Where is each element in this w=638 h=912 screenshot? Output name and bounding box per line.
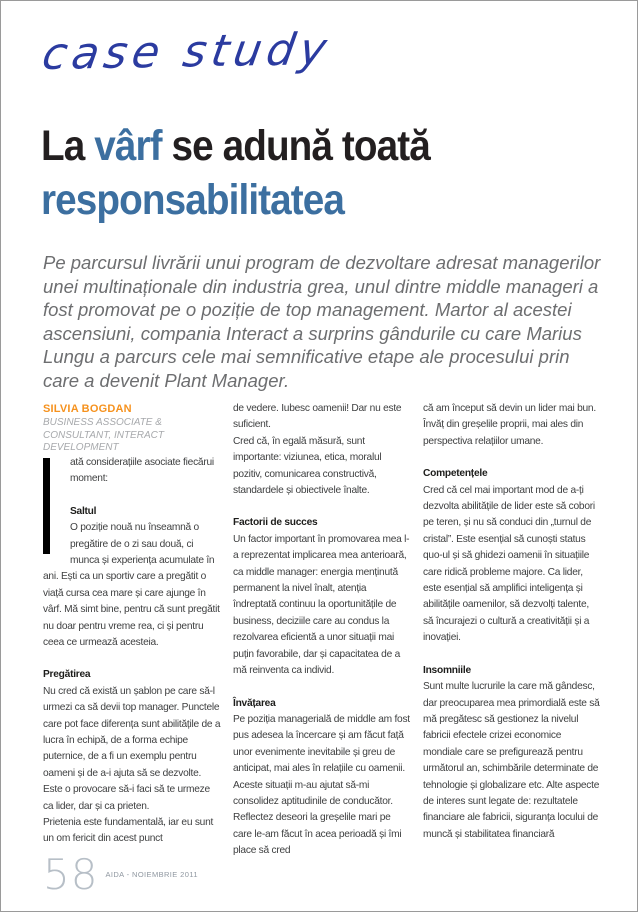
body-paragraph: că am început să devin un lider mai bun. Învăț din greșelile proprii, mai ales din perspectiva relațiilor umane.: [423, 403, 596, 447]
article-intro: Pe parcursul livrării unui program de dezvoltare adresat managerilor unei multinaționale din industria grea, unul dintre middle manageri a fost promovat pe o poziție de top management. Martor al acestei ascensiuni, compania Interact a surprins gândurile cu care Marius Lungu a parcurs cele mai semnificative etape ale procesului prin care a devenit Plant Manager.: [43, 252, 601, 391]
section-heading: Învățarea: [233, 697, 276, 709]
title-segment: La: [41, 122, 95, 170]
section-heading: Saltul: [70, 505, 97, 517]
page-footer: [43, 850, 198, 899]
kicker-case-study: case study: [38, 23, 336, 80]
lead-paragraph: ată considerațiile asociate fiecărui moment:: [43, 455, 221, 488]
article-title: [41, 119, 430, 227]
section-heading: Insomniile: [423, 664, 471, 676]
dropcap-bar: [43, 458, 50, 554]
title-segment: responsabilitatea: [41, 176, 345, 224]
body-paragraph: Cred că, în egală măsură, sunt importante: viziunea, etica, moralul pozitiv, comunicarea constructivă, standardele și obiectivele înalte.: [233, 435, 382, 497]
body-paragraph: Pe poziția managerială de middle am fost pus adesea la încercare și am făcut față unor evenimente inevitabile și greu de anticipat, mai ales în relațiile cu oamenii. Aceste situații m-au ajutat să-mi consolidez aptitudinile de conducător. Reflectez deseori la greșelile mari pe care le-am făcut în acea perioadă și îmi place să cred: [233, 713, 410, 857]
article-title-line1: [41, 119, 430, 173]
body-paragraph: de vedere. Iubesc oamenii! Dar nu este suficient.: [233, 403, 402, 431]
title-segment: vârf: [94, 122, 162, 170]
column-2: [233, 401, 411, 860]
section-heading: Pregătirea: [43, 669, 91, 681]
body-paragraph: Prietenia este fundamentală, iar eu sunt un om fericit din acest punct: [43, 817, 214, 845]
article-title-line2: [41, 173, 430, 227]
body-paragraph: Nu cred că există un șablon pe care să-l urmezi ca să devii top manager. Punctele care pot face diferența sunt abilitățile de a lucra în echipă, de a forma echipe puternice, de a fi un exemplu pentru oameni și de a-i ajuta să se dezvolte.: [43, 685, 221, 779]
body-paragraph: Cred că cel mai important mod de a-ți dezvolta abilitățile de lider este să cobori pe teren, și nu să conduci din „turnul de cristal”. Este esențial să cunoști status quo-ul și să ghidezi oamenii în situațiile care ridică probleme majore. Ca lider, este esențial să amplifici inteligența și abilitățile oamenilor, să dezvolți talente, să încurajezi o cultură a creativității și a inovației.: [423, 484, 595, 644]
body-paragraph: Un factor important în promovarea mea l-a reprezentat implicarea mea anterioară, ca middle manager: energia menținută permanent la nivel înalt, atenția îndreptată continuu la oportunitățile de business, deciziile care au condus la rezolvarea eficientă a unor situații mai puțin favorabile, dar și capacitatea de a mă reinventa ca individ.: [233, 533, 410, 677]
body-paragraph: Sunt multe lucrurile la care mă gândesc, dar preocuparea mea primordială este să mă pregătesc să gestionez la nivelul fabricii efectele crizei economice mondiale care se prefigurează pentru următorul an, schimbările determinate de tehnologie și globalizare etc. Alte aspecte de interes sunt legate de: rezultatele financiare ale fabricii, siguranța locului de muncă și stabilitatea financiară: [423, 681, 600, 840]
section-heading: Competențele: [423, 468, 488, 480]
section-heading: Factorii de succes: [233, 517, 318, 529]
page-number: 58: [43, 850, 99, 899]
edition-label: AIDA - NOIEMBRIE 2011: [105, 870, 198, 879]
title-segment: se adună toată: [161, 122, 430, 170]
author-name: SILVIA BOGDAN: [43, 403, 132, 415]
article-columns: [43, 401, 601, 860]
body-paragraph: Este o provocare să-i faci să te urmeze ca lider, dar și ca prieten.: [43, 784, 210, 812]
column-3: [423, 401, 601, 860]
column-1: [43, 401, 221, 860]
body-paragraph: O poziție nouă nu înseamnă o pregătire de o zi sau două, ci munca și experiența acumulate în ani. Ești ca un sportiv care a pregătit o viață cursa cea mare și care ajunge în vârf. Mă simt bine, pentru că sunt pregătit nu doar pentru vreme rea, ci și pentru ceea ce urmează acesteia.: [43, 522, 220, 648]
author-role: BUSINESS ASSOCIATE & CONSULTANT, INTERACT DEVELOPMENT: [43, 417, 164, 454]
